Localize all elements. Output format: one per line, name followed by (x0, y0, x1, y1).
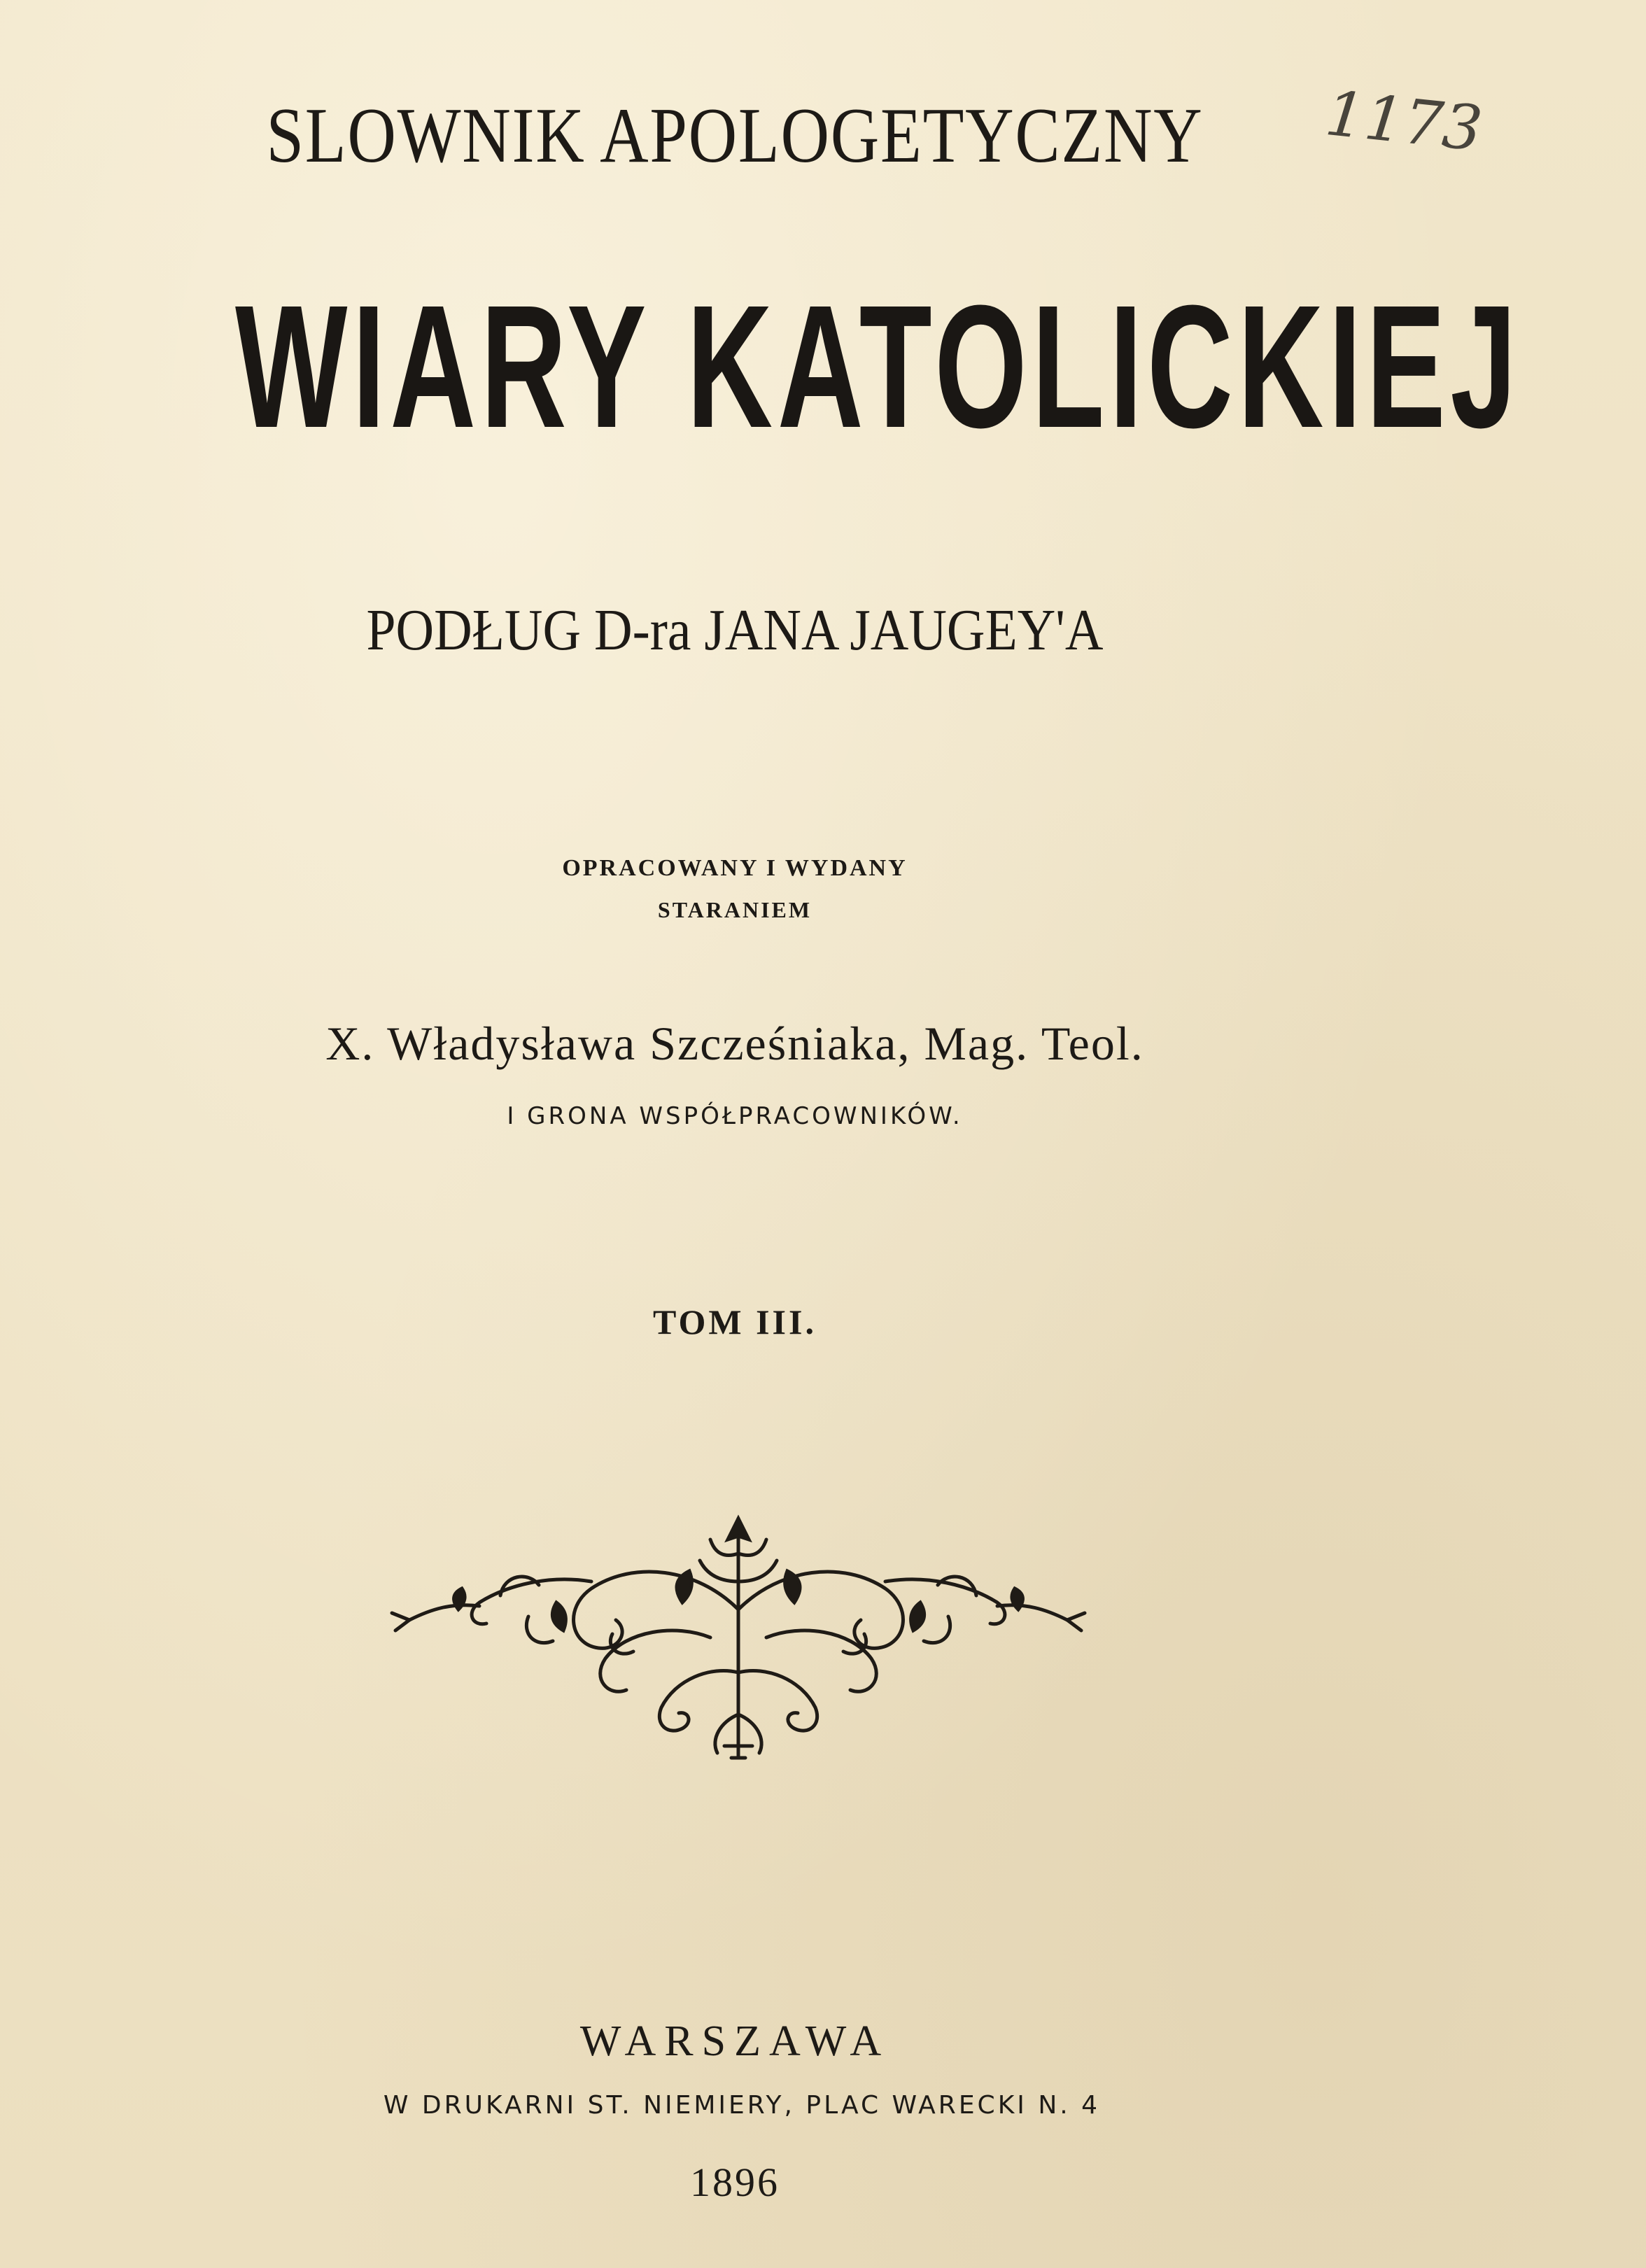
coworkers-line: I GRONA WSPÓŁPRACOWNIKÓW. (507, 1102, 963, 1130)
series-title: SLOWNIK APOLOGETYCZNY (266, 92, 1204, 179)
prepared-line: OPRACOWANY I WYDANY (562, 855, 908, 881)
volume-number: TOM III. (653, 1302, 817, 1341)
floral-ornament-icon (388, 1505, 1088, 1770)
imprint-city: WARSZAWA (579, 2017, 890, 2065)
imprint-year: 1896 (690, 2160, 780, 2205)
after-author-line: PODŁUG D-ra JANA JAUGEY'A (366, 598, 1104, 663)
handwritten-shelfmark: 1173 (1322, 77, 1486, 165)
imprint-printer: W DRUKARNI ST. NIEMIERY, PLAC WARECKI N. 4 (383, 2091, 1101, 2120)
editor-name: X. Władysława Szcześniaka, Mag. Teol. (325, 1017, 1144, 1070)
main-title: WIARY KATOLICKIEJ (235, 269, 1521, 464)
care-line: STARANIEM (657, 897, 813, 922)
